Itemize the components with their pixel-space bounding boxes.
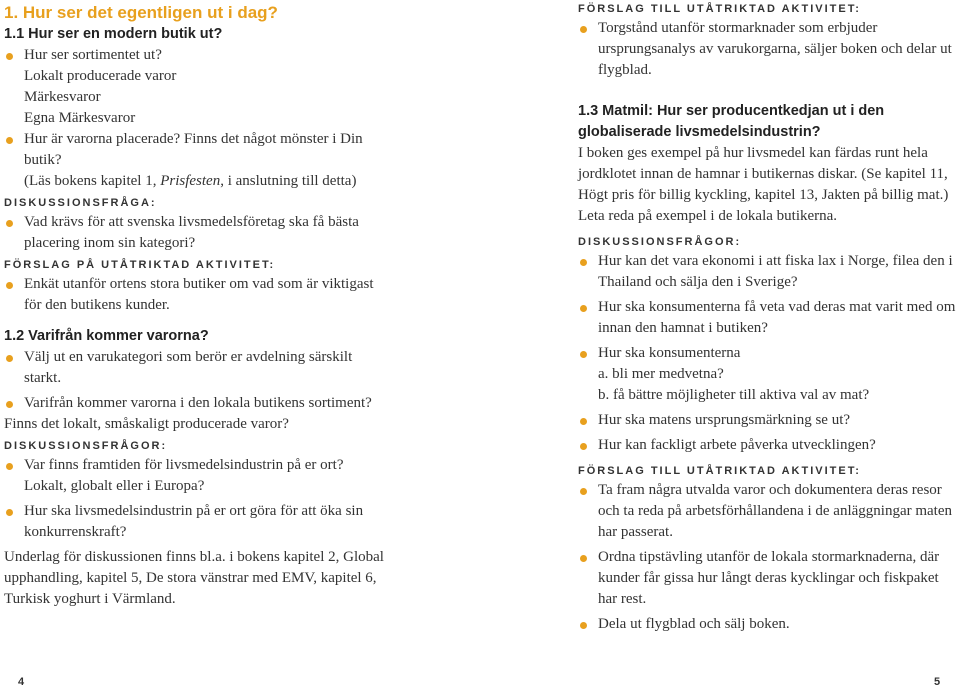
- page-number-right: 5: [934, 676, 941, 688]
- bullet-item: Torgstånd utanför stormarknader som erbjuder ursprungsanalys av varukorgarna, säljer boken och delar ut flygblad.: [578, 18, 958, 81]
- chapter-heading: 1. Hur ser det egentligen ut i dag?: [4, 3, 278, 22]
- bullet-item: Hur kan fackligt arbete påverka utvecklingen?: [578, 435, 958, 456]
- sub-item: Märkesvaror: [24, 89, 101, 105]
- page-number-left: 4: [18, 676, 25, 688]
- activity-label: FÖRSLAG PÅ UTÅTRIKTAD AKTIVITET:: [4, 259, 276, 271]
- discussion-label: DISKUSSIONSFRÅGOR:: [578, 236, 742, 248]
- activity-label: FÖRSLAG TILL UTÅTRIKTAD AKTIVITET:: [578, 3, 861, 15]
- bullet-item: Hur ska livsmedelsindustrin på er ort göra för att öka sin konkurrenskraft?: [4, 501, 388, 543]
- paragraph: I boken ges exempel på hur livsmedel kan färdas runt hela jordklotet innan de hamnar i butikernas diskar. (Se kapitel 11, Högt pris för billig kyckling, kapitel 13, Jakten på billig mat.) Leta reda på exempel i de lokala butikerna.: [578, 145, 949, 224]
- discussion-label: DISKUSSIONSFRÅGA:: [4, 197, 157, 209]
- bullet-item: Varifrån kommer varorna i den lokala butikens sortiment?: [4, 393, 388, 414]
- sub-item: Egna Märkesvaror: [24, 110, 136, 126]
- bullet-item: Välj ut en varukategori som berör er avdelning särskilt starkt.: [4, 347, 388, 389]
- reference-note: (Läs bokens kapitel 1, Prisfesten, i anslutning till detta): [24, 173, 357, 189]
- bullet-item: Ordna tipstävling utanför de lokala stormarknaderna, där kunder får gissa hur långt deras kycklingar och fiskpaket har rest.: [578, 547, 958, 610]
- bullet-item: Hur ska konsumenterna få veta vad deras mat varit med om innan den hamnat i butiken?: [578, 297, 958, 339]
- bullet-item: Var finns framtiden för livsmedelsindustrin på er ort? Lokalt, globalt eller i Europa?: [4, 455, 388, 497]
- section-heading-1-2: 1.2 Varifrån kommer varorna?: [4, 328, 209, 344]
- bullet-item: Dela ut flygblad och sälj boken.: [578, 614, 958, 635]
- paragraph: Underlag för diskussionen finns bl.a. i bokens kapitel 2, Global upphandling, kapitel 5, De stora vänstrar med EMV, kapitel 6, Turkisk yoghurt i Värmland.: [4, 549, 384, 607]
- section-heading-1-3: 1.3 Matmil: Hur ser producentkedjan ut i den globaliserade livsmedelsindustrin?: [578, 103, 885, 140]
- paragraph: Finns det lokalt, småskaligt producerade varor?: [4, 416, 289, 432]
- bullet-item: Hur ser sortimentet ut?: [4, 45, 388, 66]
- right-column: [578, 0, 958, 635]
- discussion-label: DISKUSSIONSFRÅGOR:: [4, 440, 168, 452]
- bullet-item: Hur är varorna placerade? Finns det något mönster i Din butik?: [4, 129, 388, 171]
- bullet-item: Hur ska konsumenterna: [578, 343, 958, 364]
- sub-item: Lokalt producerade varor: [24, 68, 177, 84]
- bullet-item: Hur ska matens ursprungsmärkning se ut?: [578, 410, 958, 431]
- bullet-item: Enkät utanför ortens stora butiker om vad som är viktigast för den butikens kunder.: [4, 274, 388, 316]
- bullet-item: Ta fram några utvalda varor och dokumentera deras resor och ta reda på arbetsförhållandena i de anläggningar maten har passerat.: [578, 480, 958, 543]
- sub-item: a. bli mer medvetna?: [598, 366, 724, 382]
- sub-item: b. få bättre möjligheter till aktiva val av mat?: [598, 387, 870, 403]
- section-heading-1-1: 1.1 Hur ser en modern butik ut?: [4, 26, 223, 42]
- bullet-item: Hur kan det vara ekonomi i att fiska lax i Norge, filea den i Thailand och sälja den i Sverige?: [578, 251, 958, 293]
- left-column: [4, 0, 388, 610]
- activity-label: FÖRSLAG TILL UTÅTRIKTAD AKTIVITET:: [578, 465, 861, 477]
- bullet-item: Vad krävs för att svenska livsmedelsföretag ska få bästa placering inom sin kategori?: [4, 212, 388, 254]
